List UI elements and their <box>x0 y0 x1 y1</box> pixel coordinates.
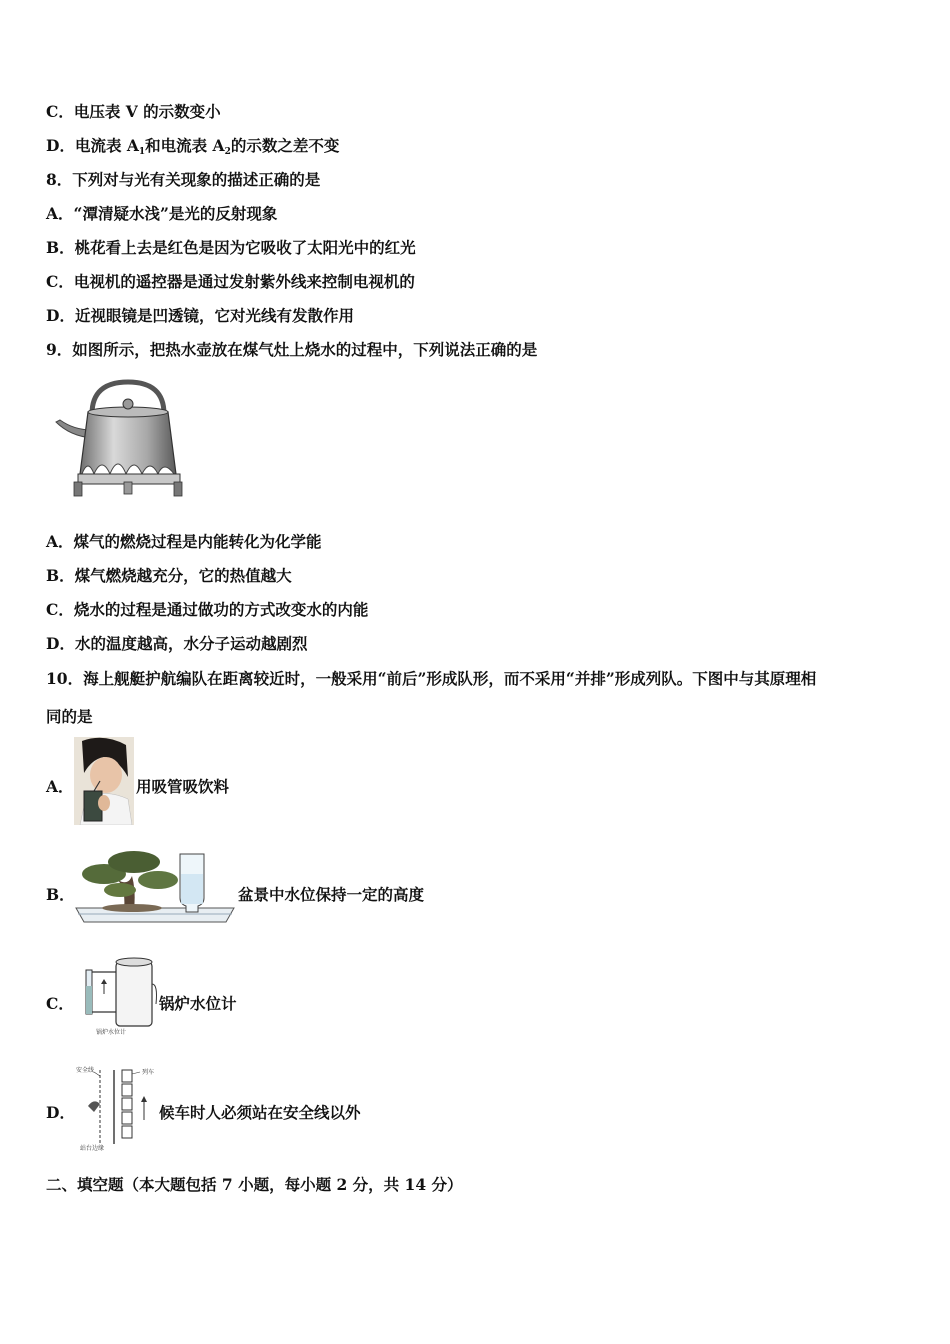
q9-option-b: B．煤气燃烧越充分，它的热值越大 <box>46 566 292 585</box>
q10-stem-line1: 10．海上舰艇护航编队在距离较近时，一般采用“前后”形成队形，而不采用“并排”形成列队。下图中与其原理相 <box>46 669 817 688</box>
q7-option-d-suffix: 的示数之差不变 <box>230 136 340 155</box>
q8-stem: 8．下列对与光有关现象的描述正确的是 <box>46 170 321 189</box>
bonsai-water-level-icon <box>74 846 236 932</box>
kettle-on-stove-icon <box>52 378 184 502</box>
q10-option-b-text: 盆景中水位保持一定的高度 <box>238 885 425 904</box>
q9-option-d: D．水的温度越高，水分子运动越剧烈 <box>46 634 308 653</box>
train-label: 列车 <box>142 1069 155 1076</box>
q7-option-d-mid: 和电流表 A <box>145 136 225 155</box>
q8-option-b: B．桃花看上去是红色是因为它吸收了太阳光中的红光 <box>46 238 416 257</box>
q10-option-c-label: C． <box>46 994 74 1013</box>
q7-option-d-prefix: D．电流表 A <box>46 136 139 155</box>
figure-c-caption: 锅炉水位计 <box>96 1029 127 1036</box>
q9-option-a: A．煤气的燃烧过程是内能转化为化学能 <box>46 532 322 551</box>
q7-option-d <box>46 136 339 162</box>
q10-option-d-label: D． <box>46 1103 75 1122</box>
subscript-2: 2 <box>224 147 231 157</box>
section2-heading: 二、填空题（本大题包括 7 小题，每小题 2 分，共 14 分） <box>46 1175 463 1194</box>
q7-option-c: C．电压表 V 的示数变小 <box>46 102 221 121</box>
q10-option-d-text: 候车时人必须站在安全线以外 <box>159 1103 361 1122</box>
q10-option-a-text: 用吸管吸饮料 <box>136 777 230 796</box>
q8-option-a: A．“潭清疑水浅”是光的反射现象 <box>46 204 278 223</box>
q10-option-a-label: A． <box>46 777 74 796</box>
boiler-water-gauge-icon <box>76 954 158 1044</box>
subscript-1: 1 <box>138 147 146 157</box>
platform-edge-label: 站台边缘 <box>80 1145 105 1152</box>
q10-stem-line2: 同的是 <box>46 707 93 726</box>
q10-option-b-label: B． <box>46 885 75 904</box>
q10-option-c-text: 锅炉水位计 <box>159 994 237 1013</box>
platform-safety-line-icon <box>74 1064 158 1158</box>
q9-stem: 9．如图所示，把热水壶放在煤气灶上烧水的过程中，下列说法正确的是 <box>46 340 538 359</box>
drinking-straw-photo-icon <box>74 737 134 829</box>
q8-option-c: C．电视机的遥控器是通过发射紫外线来控制电视机的 <box>46 272 415 291</box>
safety-line-label: 安全线 <box>76 1067 95 1074</box>
q8-option-d: D．近视眼镜是凹透镜，它对光线有发散作用 <box>46 306 354 325</box>
q9-option-c: C．烧水的过程是通过做功的方式改变水的内能 <box>46 600 369 619</box>
